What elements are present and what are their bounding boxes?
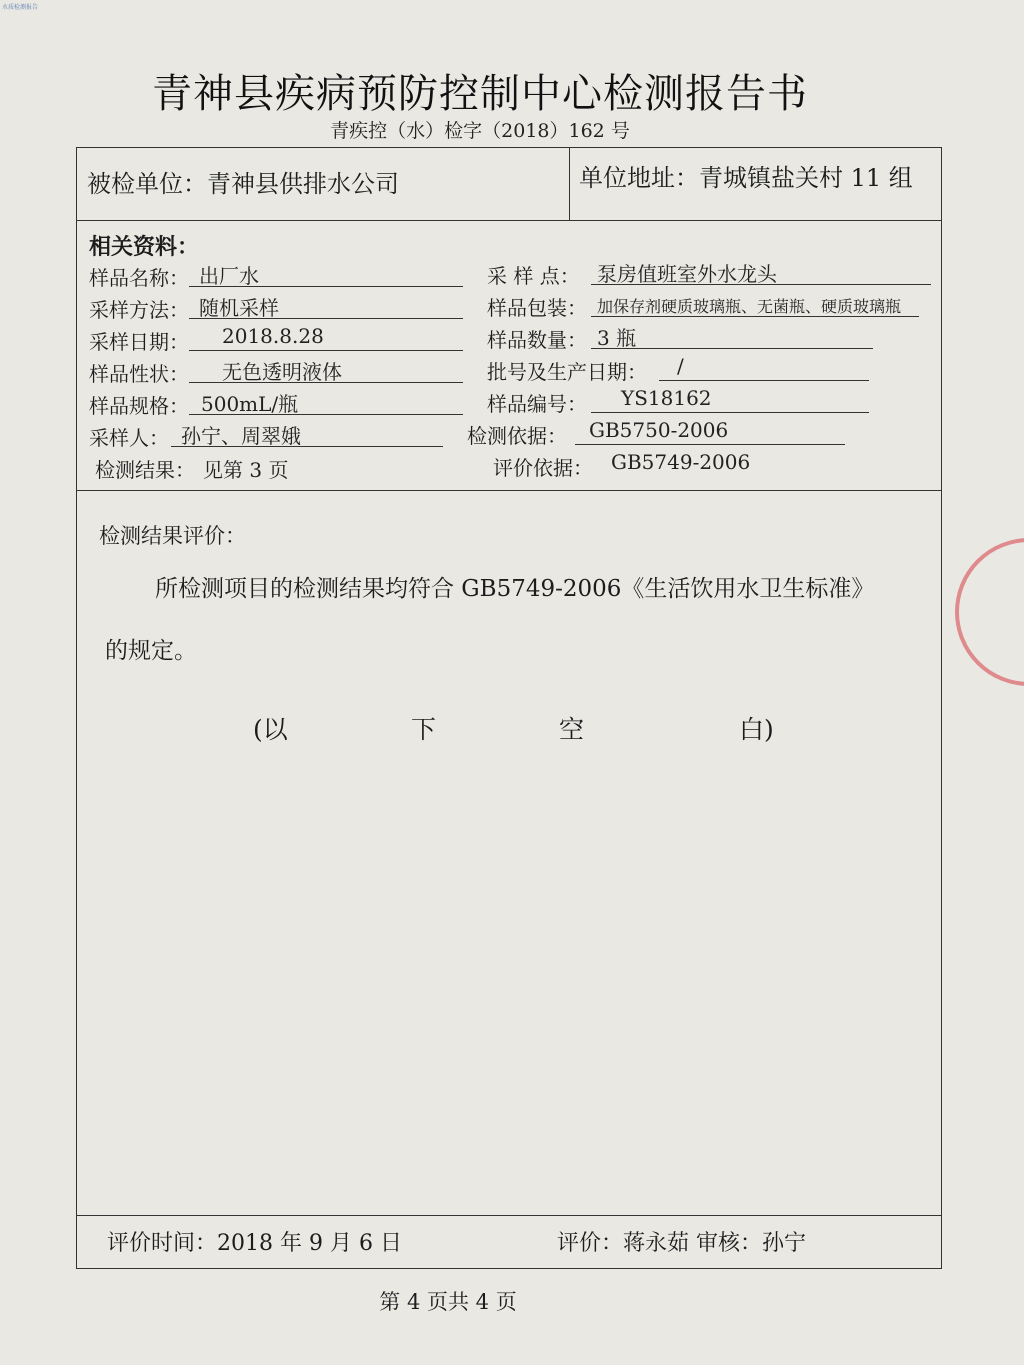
sampling-method-value: 随机采样 xyxy=(199,296,279,320)
report-form xyxy=(76,147,942,1269)
sample-quantity-label: 样品数量： xyxy=(487,328,587,352)
sample-spec-label: 样品规格： xyxy=(89,394,189,418)
inspected-unit-value: 青神县供排水公司 xyxy=(207,170,399,198)
official-seal-stamp xyxy=(955,538,1024,686)
inspected-unit-label: 被检单位： xyxy=(87,170,207,198)
evaluation-text-line1: 所检测项目的检测结果均符合 GB5749-2006《生活饮用水卫生标准》 xyxy=(155,576,875,602)
sampling-point-label: 采 样 点： xyxy=(487,264,580,288)
cell-divider xyxy=(569,148,570,220)
address-label: 单位地址： xyxy=(579,164,699,192)
batch-date-value: / xyxy=(677,354,684,378)
related-info-title: 相关资料： xyxy=(89,234,200,260)
evaluation-time: 评价时间：2018 年 9 月 6 日 xyxy=(107,1231,402,1256)
sample-appearance-label: 样品性状： xyxy=(89,362,189,386)
sample-appearance-value: 无色透明液体 xyxy=(222,360,342,384)
sample-name-label: 样品名称： xyxy=(89,266,189,290)
address-value: 青城镇盐关村 11 组 xyxy=(699,164,913,192)
sample-quantity-value: 3 瓶 xyxy=(597,326,637,350)
inspected-unit xyxy=(87,164,399,199)
eval-basis-value: GB5749-2006 xyxy=(611,450,751,474)
packaging-value: 加保存剂硬质玻璃瓶、无菌瓶、硬质玻璃瓶 xyxy=(597,297,902,316)
blank-marker-2: 下 xyxy=(411,715,437,744)
sample-number-value: YS18162 xyxy=(621,386,712,410)
sampling-date-value: 2018.8.28 xyxy=(222,324,324,348)
test-basis-label: 检测依据： xyxy=(467,424,567,448)
report-title: 青神县疾病预防控制中心检测报告书 xyxy=(152,71,808,117)
signature-row xyxy=(77,1215,941,1268)
sampler-label: 采样人： xyxy=(89,426,169,450)
test-basis-value: GB5750-2006 xyxy=(589,418,729,442)
sampling-point-value: 泵房值班室外水龙头 xyxy=(597,262,777,286)
packaging-label: 样品包装： xyxy=(487,296,587,320)
sample-spec-value: 500mL/瓶 xyxy=(201,392,299,416)
evaluator-reviewer: 评价：蒋永茹 审核：孙宁 xyxy=(557,1231,806,1256)
sample-number-label: 样品编号： xyxy=(487,392,587,416)
blank-marker-4: 白) xyxy=(739,715,774,744)
test-result-value: 见第 3 页 xyxy=(203,458,289,482)
sampling-date-label: 采样日期： xyxy=(89,330,189,354)
blank-marker-1: (以 xyxy=(253,715,288,744)
batch-date-label: 批号及生产日期： xyxy=(487,360,647,384)
unit-row xyxy=(77,148,941,221)
sample-name-value: 出厂水 xyxy=(199,264,259,288)
blank-marker-3: 空 xyxy=(559,715,585,744)
evaluation-text-line2: 的规定。 xyxy=(105,638,197,664)
document-number: 青疾控（水）检字（2018）162 号 xyxy=(330,120,630,142)
sampler-value: 孙宁、周翠娥 xyxy=(181,424,301,448)
sampling-method-label: 采样方法： xyxy=(89,298,189,322)
unit-address xyxy=(579,158,913,193)
evaluation-title: 检测结果评价： xyxy=(99,524,246,548)
page-number: 第 4 页共 4 页 xyxy=(379,1290,517,1314)
eval-basis-label: 评价依据： xyxy=(493,456,593,480)
batch-date-line xyxy=(659,356,869,381)
site-watermark: 水质检测报告 xyxy=(2,4,39,11)
test-result-label: 检测结果： xyxy=(95,458,195,482)
related-info-section xyxy=(77,220,941,491)
